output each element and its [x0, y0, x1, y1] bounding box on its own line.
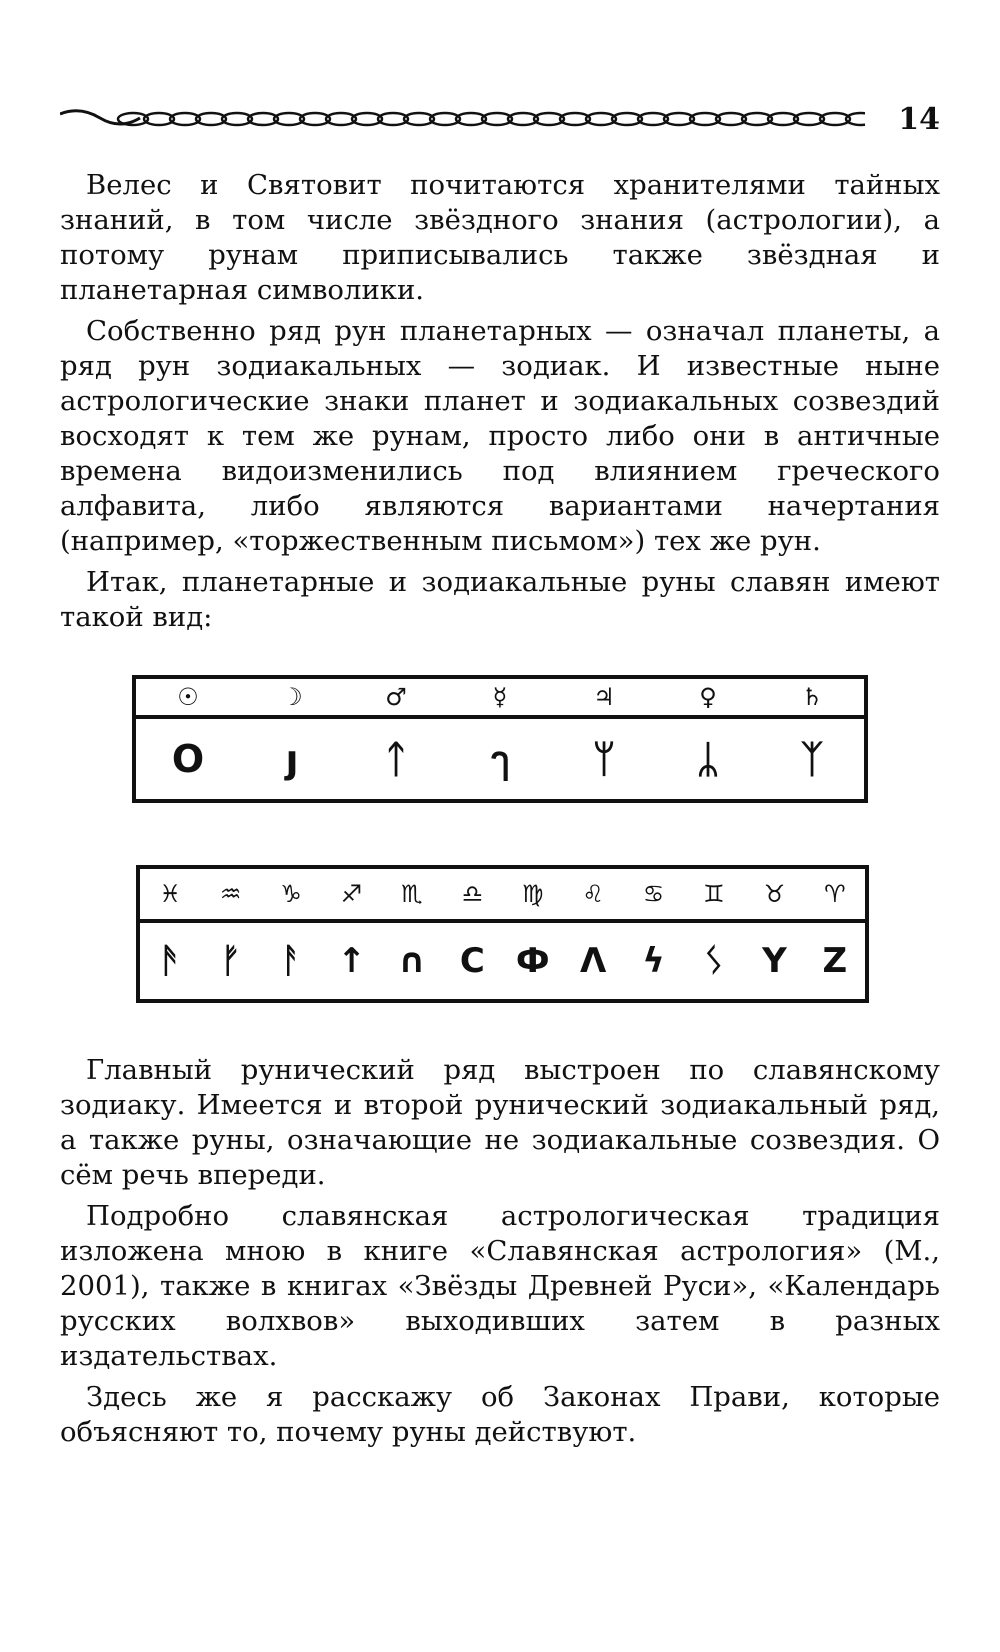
rune-glyph: ᚫ	[160, 941, 181, 981]
rune-glyph: C	[459, 941, 485, 981]
rune-glyph: Z	[822, 941, 848, 981]
rune-glyph: ϟ	[642, 941, 665, 981]
paragraph: Велес и Святовит почитаются хранителями тайных знаний, в том числе звёздного знания (астрологии), а потому рунам приписывались также звёздная и планетарная символики.	[60, 169, 940, 306]
pisces-symbol: ♓	[159, 880, 181, 908]
rune-glyph: ᚠ	[220, 941, 241, 981]
rune-glyph: ᛊ	[703, 941, 725, 981]
sun-symbol: ☉	[177, 683, 199, 711]
rune-glyph: ᛏ	[384, 737, 408, 781]
moon-symbol: ☽	[281, 683, 303, 711]
zodiac-symbols-row	[140, 869, 865, 923]
saturn-symbol: ♄	[801, 683, 823, 711]
paragraph: Подробно славянская астрологическая традиция изложена мною в книге «Славянская астрология» (М., 2001), также в книгах «Звёзды Древней Руси», «Календарь русских волхвов» выходивших затем в разных издательствах.	[60, 1200, 940, 1372]
mars-symbol: ♂	[385, 683, 407, 711]
rune-glyph: O	[171, 737, 205, 781]
libra-symbol: ♎	[461, 880, 484, 908]
page-header	[60, 100, 940, 140]
mercury-symbol: ☿	[492, 683, 508, 711]
venus-symbol: ♀	[699, 683, 717, 711]
rune-glyph: ๅ	[490, 737, 510, 782]
rune-glyph: ↑	[337, 941, 366, 981]
zodiac-runes-row	[140, 923, 865, 999]
page-number: 14	[898, 102, 940, 137]
rune-glyph: ∩	[398, 941, 426, 981]
taurus-symbol: ♉	[763, 880, 786, 908]
planet-symbols-row	[136, 679, 864, 719]
rune-glyph: Λ	[580, 941, 607, 981]
paragraph: Собственно ряд рун планетарных — означал планеты, а ряд рун зодиакальных — зодиак. И известные ныне астрологические знаки планет и зодиакальных созвездий восходят к тем же рунам, просто либо они в античные времена видоизменились под влиянием греческого алфавита, либо являются вариантами начертания (например, «торжественным письмом») тех же рун.	[60, 315, 940, 557]
rune-glyph: ᛦ	[696, 737, 720, 781]
text-block-top	[60, 168, 940, 635]
virgo-symbol: ♍	[521, 880, 544, 908]
capricorn-symbol: ♑	[280, 880, 302, 908]
sagittarius-symbol: ♐	[340, 880, 363, 908]
braid-ornament	[60, 104, 865, 134]
scorpio-symbol: ♏	[401, 880, 423, 908]
planet-rune-table	[132, 675, 868, 803]
rune-glyph: ȷ	[285, 737, 299, 781]
jupiter-symbol: ♃	[593, 683, 615, 711]
leo-symbol: ♌	[582, 880, 604, 908]
paragraph: Главный рунический ряд выстроен по славянскому зодиаку. Имеется и второй рунический зодиакальный ряд, а также руны, означающие не зодиакальные созвездия. О сём речь впереди.	[60, 1054, 940, 1191]
paragraph: Здесь же я расскажу об Законах Прави, которые объясняют то, почему руны действуют.	[60, 1381, 940, 1448]
rune-glyph: ᚨ	[280, 941, 302, 981]
rune-glyph: Y	[762, 941, 787, 981]
planet-runes-row	[136, 719, 864, 799]
cancer-symbol: ♋	[642, 880, 665, 908]
aries-symbol: ♈	[824, 880, 846, 908]
rune-glyph: ᛘ	[592, 737, 616, 781]
rune-glyph: ᛉ	[800, 737, 824, 781]
paragraph: Итак, планетарные и зодиакальные руны славян имеют такой вид:	[60, 566, 940, 633]
text-block-bottom	[60, 1053, 940, 1450]
gemini-symbol: ♊	[703, 880, 725, 908]
zodiac-rune-table	[136, 865, 869, 1003]
aquarius-symbol: ♒	[219, 880, 242, 908]
rune-glyph: Ф	[515, 941, 550, 981]
